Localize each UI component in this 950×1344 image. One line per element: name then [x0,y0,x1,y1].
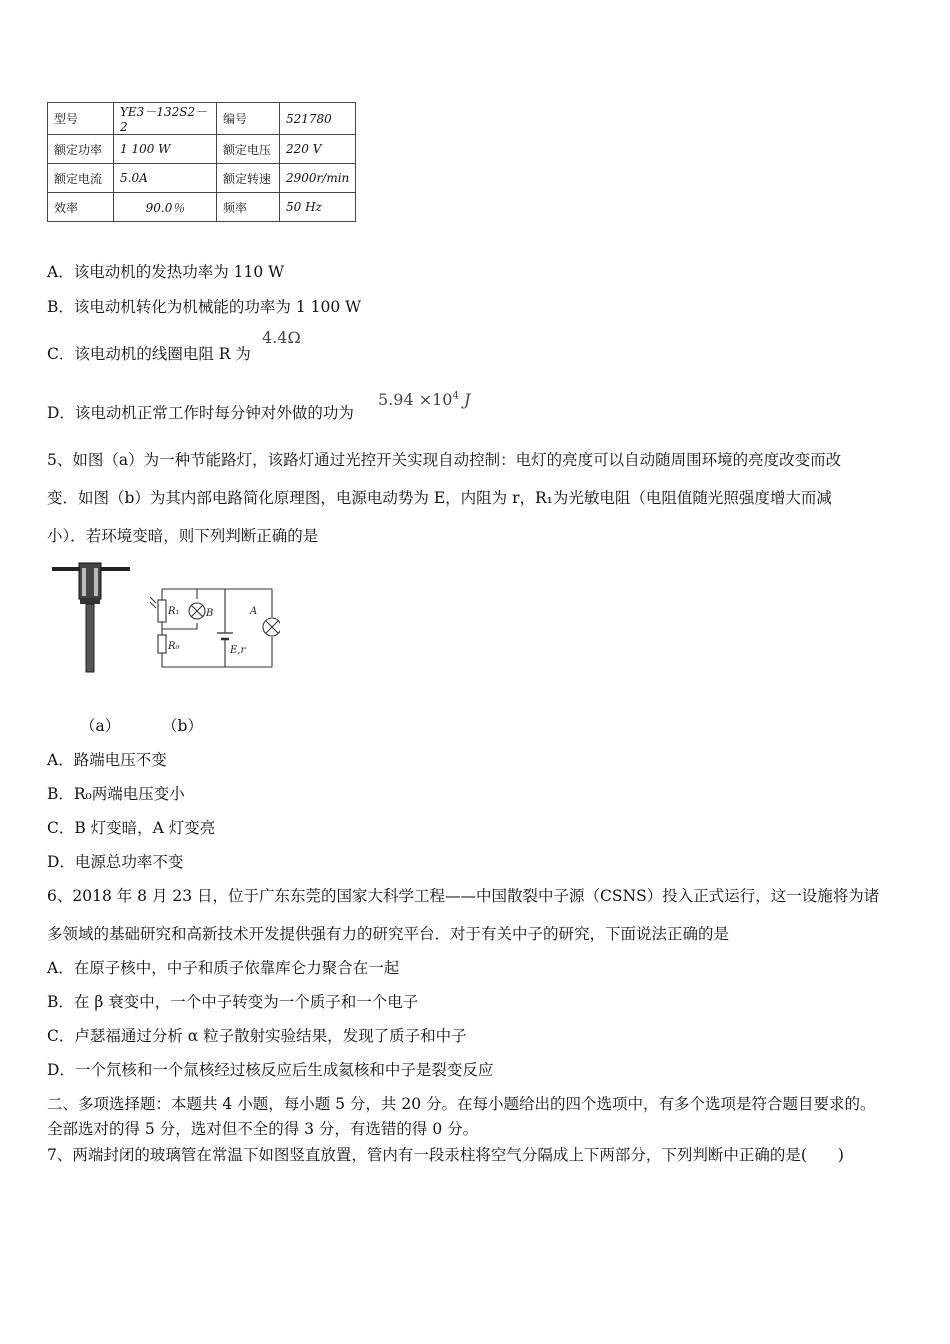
light-arrow [150,597,156,603]
q5-stem-line-3: 小）．若环境变暗，则下列判断正确的是 [47,527,319,545]
q4-option-c: C．该电动机的线圈电阻 R 为 [47,345,251,363]
q4-option-c-math: 4.4Ω [262,328,301,347]
table-cell: 5.0A [114,164,217,193]
table-cell: 90.0％ [114,193,217,222]
q4-option-d: D．该电动机正常工作时每分钟对外做的功为 [47,404,354,422]
label-b: B [206,608,214,619]
photoresistor-r1 [158,600,166,622]
table-cell: 额定转速 [217,164,280,193]
math-exponent: 4 [452,390,459,402]
q7-stem: 7、两端封闭的玻璃管在常温下如图竖直放置，管内有一段汞柱将空气分隔成上下两部分，下列判断中正确的是( ) [47,1146,844,1164]
label-r1: R₁ [168,606,180,617]
figure-a-caption: （a） [80,717,121,735]
table-cell: 额定电压 [217,135,280,164]
table-cell: YE3－132S2－2 [114,103,217,135]
table-cell: 2900r/min [280,164,356,193]
math-base: 5.94 ×10 [378,390,453,409]
q5-stem-line-2: 变．如图（b）为其内部电路简化原理图，电源电动势为 E，内阻为 r，R₁为光敏电阻（电阻值随光照强度增大而减 [47,489,832,507]
table-cell: 220 V [280,135,356,164]
section-2-line-2: 全部选对的得 5 分，选对但不全的得 3 分，有选错的得 0 分。 [47,1120,479,1138]
figure-b-caption: （b） [162,717,203,735]
q4-option-b: B．该电动机转化为机械能的功率为 1 100 W [47,298,362,316]
section-2-line-1: 二、多项选择题：本题共 4 小题，每小题 5 分，共 20 分。在每小题给出的四个选项中，有多个选项是符合题目要求的。 [47,1095,876,1113]
table-row [48,164,356,193]
q6-option-d: D．一个氘核和一个氚核经过核反应后生成氦核和中子是裂变反应 [47,1061,494,1079]
table-cell: 521780 [280,103,356,135]
table-cell: 1 100 W [114,135,217,164]
q4-option-d-math [378,390,470,409]
label-r0: R₀ [168,641,180,652]
table-cell: 额定电流 [48,164,114,193]
q5-option-b: B．R₀两端电压变小 [47,785,185,803]
table-cell: 额定功率 [48,135,114,164]
q6-option-a: A．在原子核中，中子和质子依靠库仑力聚合在一起 [47,959,400,977]
motor-spec-table [47,102,356,222]
table-cell: 效率 [48,193,114,222]
table-cell: 频率 [217,193,280,222]
table-row [48,135,356,164]
math-unit: J [458,390,471,409]
label-er: E,r [230,645,246,656]
q6-stem-line-1: 6、2018 年 8 月 23 日，位于广东东莞的国家大科学工程——中国散裂中子源（CSNS）投入正式运行，这一设施将为诸 [47,887,880,905]
table-cell: 50 Hz [280,193,356,222]
street-lamp-figure [50,560,132,675]
q6-stem-line-2: 多领域的基础研究和高新技术开发提供强有力的研究平台．对于有关中子的研究，下面说法正确的是 [47,925,730,943]
q5-option-d: D．电源总功率不变 [47,853,184,871]
resistor-r0 [158,635,166,653]
q4-option-a: A．该电动机的发热功率为 110 W [47,263,285,281]
table-row [48,103,356,135]
circuit-wire [162,653,272,667]
circuit-diagram [150,585,280,671]
q6-option-c: C．卢瑟福通过分析 α 粒子散射实验结果，发现了质子和中子 [47,1027,467,1045]
lamp-base [80,598,100,604]
light-arrow [150,602,156,608]
q5-stem-line-1: 5、如图（a）为一种节能路灯，该路灯通过光控开关实现自动控制：电灯的亮度可以自动随周围环境的亮度改变而改 [47,451,842,469]
lamp-window [94,568,98,596]
table-cell: 型号 [48,103,114,135]
table-cell: 编号 [217,103,280,135]
lamp-window [82,568,86,596]
q5-option-c: C．B 灯变暗，A 灯变亮 [47,819,216,837]
table-row [48,193,356,222]
label-a: A [250,606,258,617]
q5-option-a: A．路端电压不变 [47,751,167,769]
q6-option-b: B．在 β 衰变中，一个中子转变为一个质子和一个电子 [47,993,419,1011]
lamp-pole [86,604,94,672]
circuit-wire [162,623,197,629]
